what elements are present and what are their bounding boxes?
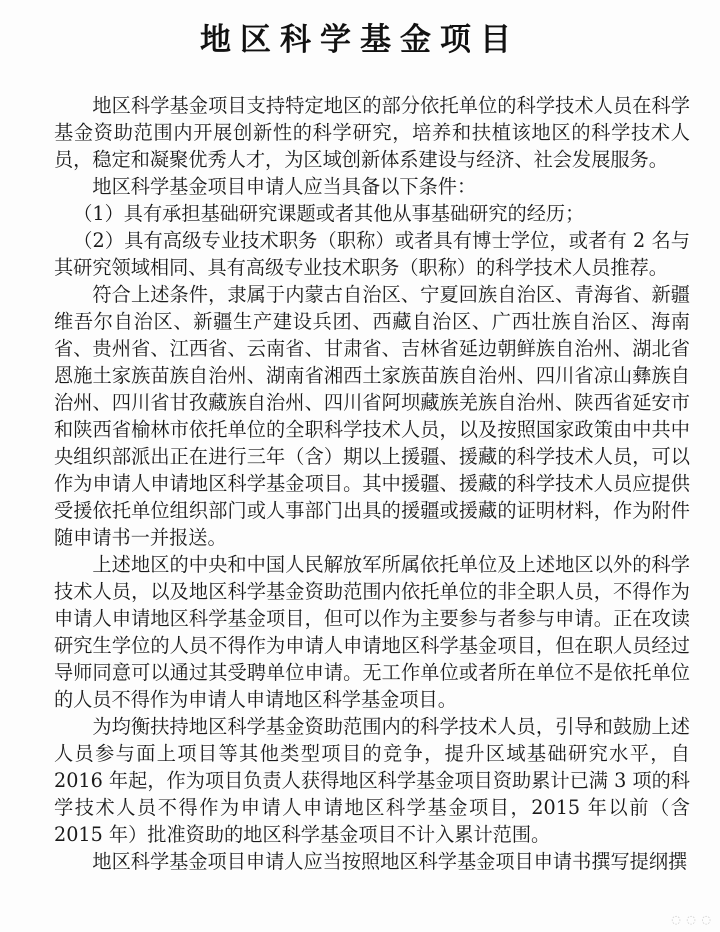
watermark-logo: ◌ ◌ ◌	[671, 913, 712, 926]
page-title: 地区科学基金项目	[200, 22, 520, 58]
paragraph-conditions-heading: 地区科学基金项目申请人应当具备以下条件：	[92, 175, 477, 198]
paragraph-condition-1: （1）具有承担基础研究课题或者其他从事基础研究的经历；	[73, 202, 585, 225]
document-body	[54, 92, 690, 875]
paragraph-limit: 为均衡扶持地区科学基金资助范围内的科学技术人员，引导和鼓励上述人员参与面上项目等其他类型项目的竞争，提升区域基础研究水平，自 2016 年起，作为项目负责人获得地区科学基金项目资助累计已满 3 项的科学技术人员不得作为申请人申请地区科学基金项目，2015 年以前（含 2015 年）批准资助的地区科学基金项目不计入累计范围。	[54, 715, 690, 846]
paragraph-intro: 地区科学基金项目支持特定地区的部分依托单位的科学技术人员在科学基金资助范围内开展创新性的科学研究，培养和扶植该地区的科学技术人员，稳定和凝聚优秀人才，为区域创新体系建设与经济、社会发展服务。	[54, 94, 690, 171]
paragraph-eligible-regions: 符合上述条件，隶属于内蒙古自治区、宁夏回族自治区、青海省、新疆维吾尔自治区、新疆生产建设兵团、西藏自治区、广西壮族自治区、海南省、贵州省、江西省、云南省、甘肃省、吉林省延边朝鲜族自治州、湖北省恩施土家族苗族自治州、湖南省湘西土家族苗族自治州、四川省凉山彝族自治州、四川省甘孜藏族自治州、四川省阿坝藏族羌族自治州、陕西省延安市和陕西省榆林市依托单位的全职科学技术人员，以及按照国家政策由中共中央组织部派出正在进行三年（含）期以上援疆、援藏的科学技术人员，可以作为申请人申请地区科学基金项目。其中援疆、援藏的科学技术人员应提供受援依托单位组织部门或人事部门出具的援疆或援藏的证明材料，作为附件随申请书一并报送。	[54, 283, 690, 549]
paragraph-application: 地区科学基金项目申请人应当按照地区科学基金项目申请书撰写提纲撰	[92, 850, 688, 873]
paragraph-ineligible: 上述地区的中央和中国人民解放军所属依托单位及上述地区以外的科学技术人员，以及地区科学基金资助范围内依托单位的非全职人员，不得作为申请人申请地区科学基金项目，但可以作为主要参与者参与申请。正在攻读研究生学位的人员不得作为申请人申请地区科学基金项目，但在职人员经过导师同意可以通过其受聘单位申请。无工作单位或者所在单位不是依托单位的人员不得作为申请人申请地区科学基金项目。	[54, 553, 690, 711]
paragraph-condition-2: （2）具有高级专业技术职务（职称）或者具有博士学位，或者有 2 名与其研究领域相同、具有高级专业技术职务（职称）的科学技术人员推荐。	[54, 229, 690, 279]
